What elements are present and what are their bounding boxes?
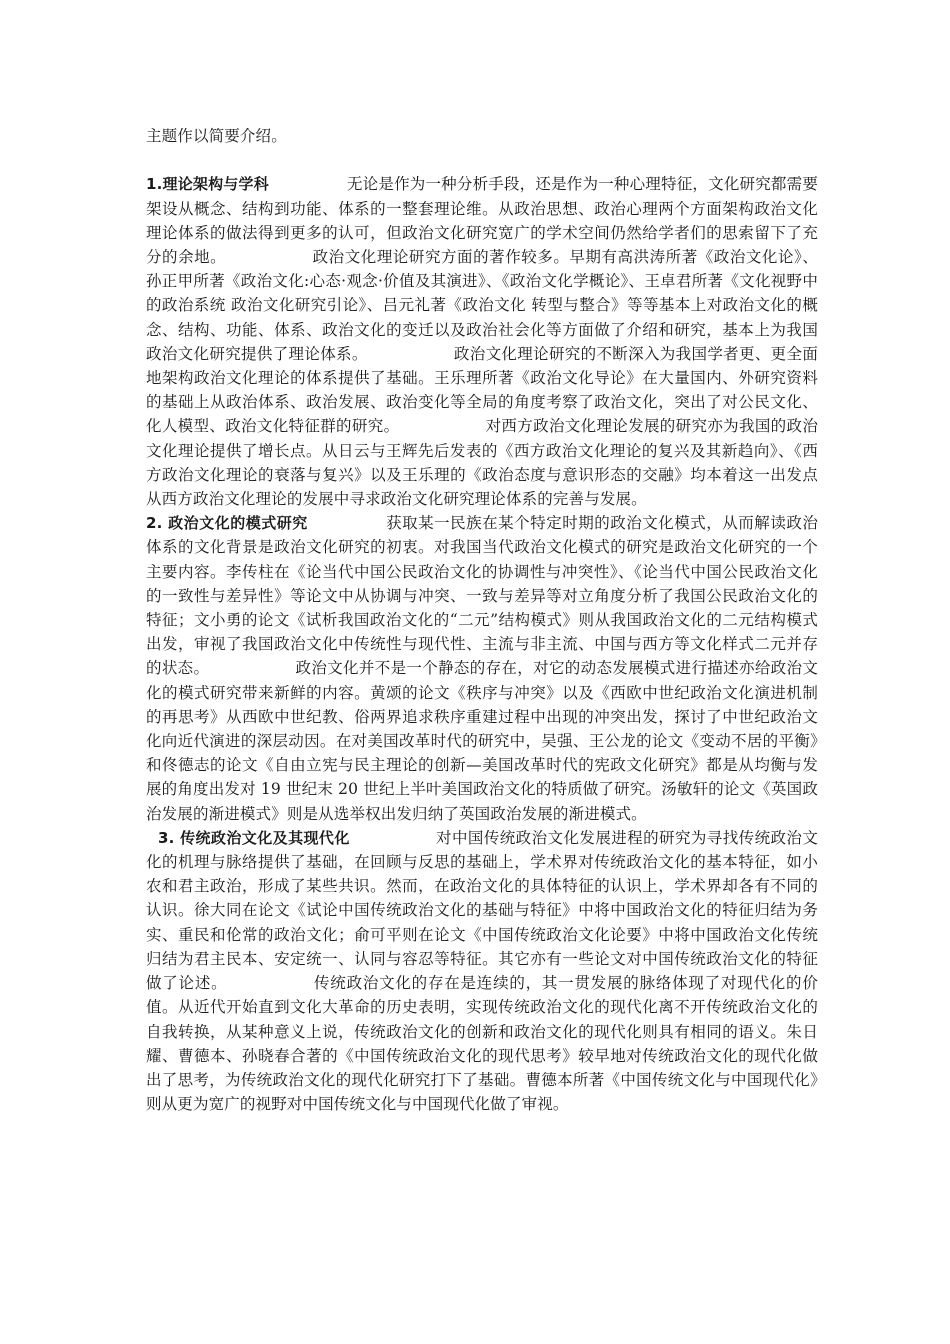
- blank-line: [146, 148, 818, 172]
- section-1-heading: 1.理论架构与学科: [146, 175, 269, 194]
- section-3-paragraph-1: 对中国传统政治文化发展进程的研究为寻找传统政治文化的机理与脉络提供了基础，在回顾与反思的基础上，学术界对传统政治文化的基本特征，如小农和君主政治，形成了某些共识。然而，在政治文化的具体特征的认识上，学术界却各有不同的认识。徐大同在论文《试论中国传统政治文化的基础与特征》中将中国政治文化的特征归结为务实、重民和伦常的政治文化；俞可平则在论文《中国传统政治文化论要》中将中国政治文化传统归结为君主民本、安定统一、认同与容忍等特征。其它亦有一些论文对中国传统政治文化的特征做了论述。: [146, 828, 818, 993]
- section-1-paragraph-3: 政治文化理论研究的不断深入为我国学者更、更全面地架构政治文化理论的体系提供了基础。王乐理所著《政治文化导论》在大量国内、外研究资料的基础上从政治体系、政治发展、政治变化等全局的角度考察了政治文化，突出了对公民文化、化人模型、政治文化特征群的研究。: [146, 344, 818, 436]
- section-1-paragraph-4: 对西方政治文化理论发展的研究亦为我国的政治文化理论提供了增长点。从日云与王辉先后发表的《西方政治文化理论的复兴及其新趋向》、《西方政治文化理论的衰落与复兴》以及王乐理的《政治态度与意识形态的交融》均本着这一出发点从西方政治文化理论的发展中寻求政治文化研究理论体系的完善与发展。: [146, 417, 818, 509]
- section-1-paragraph-1: 无论是作为一种分析手段，还是作为一种心理特征，文化研究都需要架设从概念、结构到功能、体系的一整套理论维。从政治思想、政治心理两个方面架构政治文化理论体系的做法得到更多的认可，但政治文化研究宽广的学术空间仍然给学者们的思索留下了充分的余地。: [146, 175, 818, 266]
- section-2: [146, 511, 818, 826]
- section-3-heading: 3. 传统政治文化及其现代化: [158, 828, 350, 847]
- intro-text: 主题作以简要介绍。: [146, 127, 287, 145]
- section-2-paragraph-2: 政治文化并不是一个静态的存在，对它的动态发展模式进行描述亦给政治文化的模式研究带来新鲜的内容。黄颂的论文《秩序与冲突》以及《西欧中世纪政治文化演进机制的再思考》从西欧中世纪教、俗两界追求秩序重建过程中出现的冲突出发，探讨了中世纪政治文化向近代演进的深层动因。在对美国改革时代的研究中，吴强、王公龙的论文《变动不居的平衡》和佟德志的论文《自由立宪与民主理论的创新—美国改革时代的宪政文化研究》都是从均衡与发展的角度出发对 19 世纪末 20 世纪上半叶美国政治文化的特质做了研究。汤敏轩的论文《英国政治发展的渐进模式》则是从选举权出发归纳了英国政治发展的渐进模式。: [146, 659, 818, 823]
- section-1: [146, 172, 818, 511]
- intro-paragraph: [146, 124, 818, 148]
- section-2-paragraph-1: 获取某一民族在某个特定时期的政治文化模式，从而解读政治体系的文化背景是政治文化研究的初衷。对我国当代政治文化模式的研究是政治文化研究的一个主要内容。李传柱在《论当代中国公民政治文化的协调性与冲突性》、《论当代中国公民政治文化的一致性与差异性》等论文中从协调与冲突、一致与差异等对立角度分析了我国公民政治文化的特征；文小勇的论文《试析我国政治文化的“二元”结构模式》则从我国政治文化的二元结构模式出发，审视了我国政治文化中传统性与现代性、主流与非主流、中国与西方等文化样式二元并存的状态。: [146, 514, 818, 678]
- section-3-paragraph-2: 传统政治文化的存在是连续的，其一贯发展的脉络体现了对现代化的价值。从近代开始直到文化大革命的历史表明，实现传统政治文化的现代化离不开传统政治文化的自我转换，从某种意义上说，传统政治文化的创新和政治文化的现代化则具有相同的语义。朱日耀、曹德本、孙晓春合著的《中国传统政治文化的现代思考》较早地对传统政治文化的现代化做出了思考，为传统政治文化的现代化研究打下了基础。曹德本所著《中国传统文化与中国现代化》则从更为宽广的视野对中国传统文化与中国现代化做了审视。: [146, 974, 818, 1114]
- document-body: [146, 124, 818, 1116]
- section-3: [146, 826, 818, 1116]
- section-2-heading: 2. 政治文化的模式研究: [146, 514, 308, 533]
- section-1-paragraph-2: 政治文化理论研究方面的著作较多。早期有高洪涛所著《政治文化论》、孙正甲所著《政治文化:心态·观念·价值及其演进》、《政治文化学概论》、王卓君所著《文化视野中的政治系统 政治文化研究引论》、吕元礼著《政治文化 转型与整合》等等基本上对政治文化的概念、结构、功能、体系、政治文化的变迁以及政治社会化等方面做了介绍和研究，基本上为我国政治文化研究提供了理论体系。: [146, 248, 818, 363]
